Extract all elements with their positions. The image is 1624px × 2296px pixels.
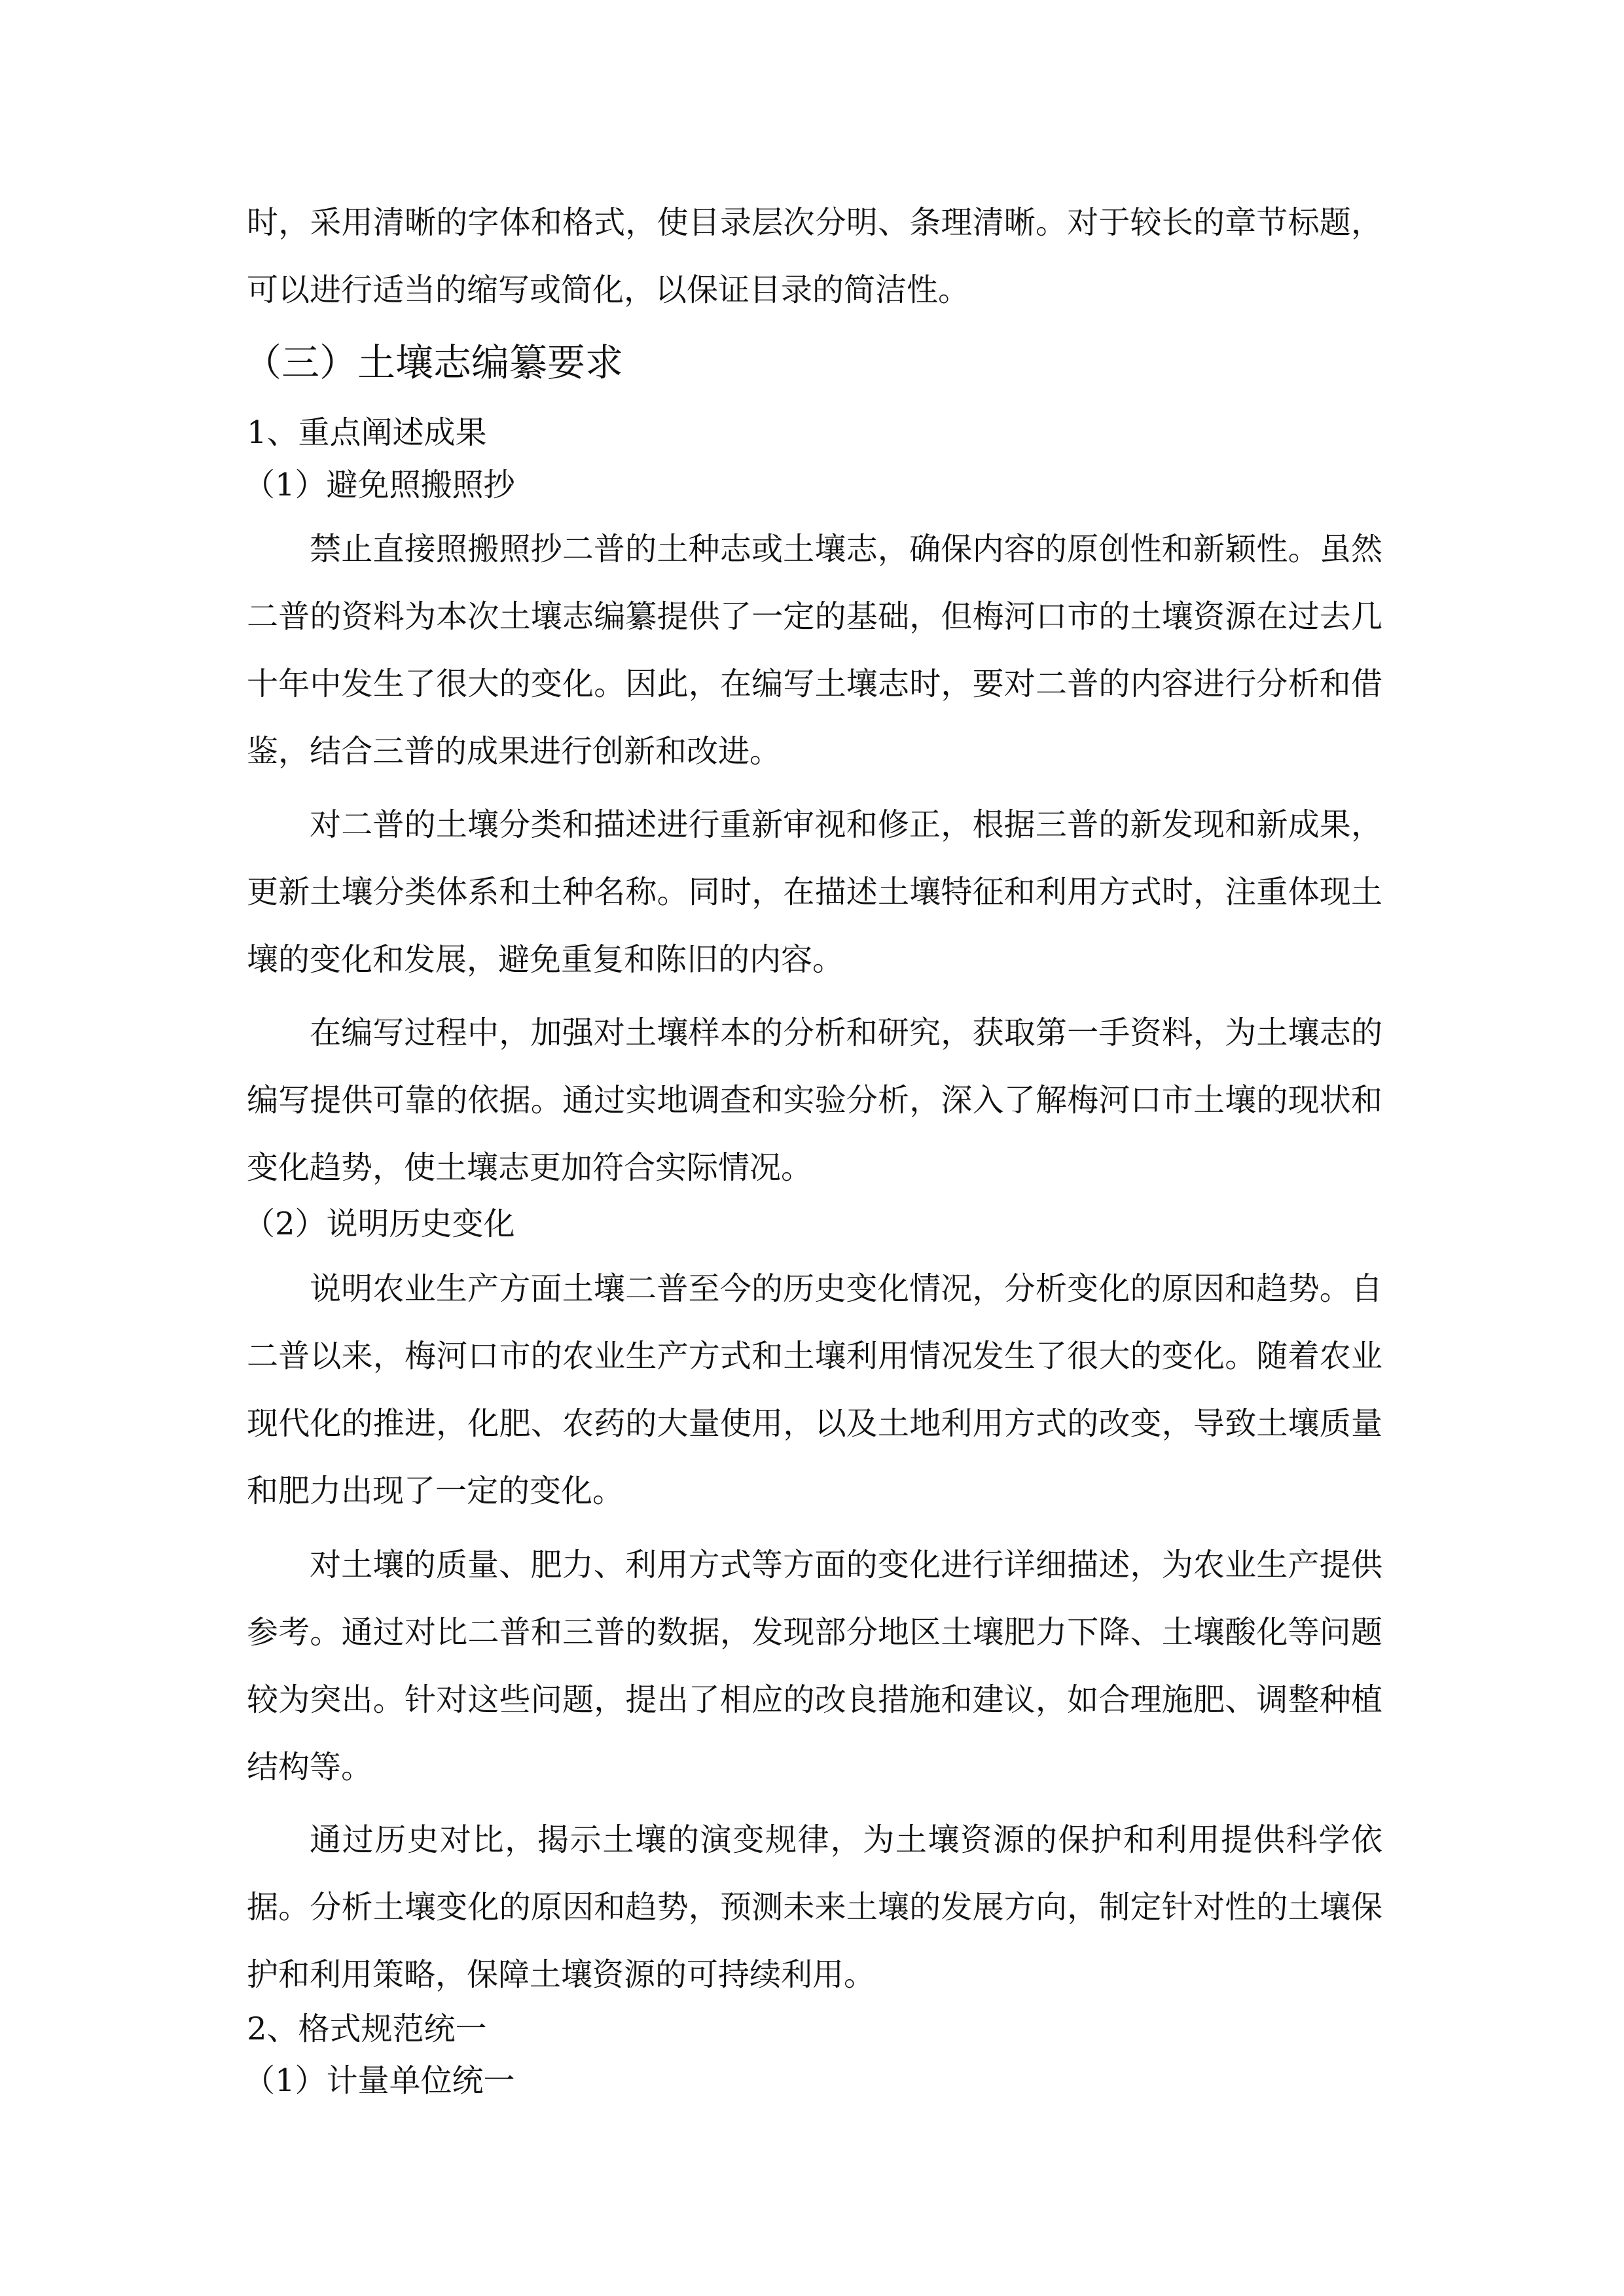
item1-heading: 1、重点阐述成果 xyxy=(247,414,487,451)
sub2-paragraph-2: 对土壤的质量、肥力、利用方式等方面的变化进行详细描述，为农业生产提供参考。通过对比二普和三普的数据，发现部分地区土壤肥力下降、土壤酸化等问题较为突出。针对这些问题，提出了相应的改良措施和建议，如合理施肥、调整种植结构等。 xyxy=(247,1547,1382,1785)
sub1-paragraph-2: 对二普的土壤分类和描述进行重新审视和修正，根据三普的新发现和新成果，更新土壤分类体系和土种名称。同时，在描述土壤特征和利用方式时，注重体现土壤的变化和发展，避免重复和陈旧的内容。 xyxy=(247,806,1382,978)
continuation-paragraph: 时，采用清晰的字体和格式，使目录层次分明、条理清晰。对于较长的章节标题，可以进行适当的缩写或简化，以保证目录的简洁性。 xyxy=(247,204,1382,308)
sub3-heading: （1）计量单位统一 xyxy=(244,2062,515,2099)
sub1-paragraph-1: 禁止直接照搬照抄二普的土种志或土壤志，确保内容的原创性和新颖性。虽然二普的资料为本次土壤志编纂提供了一定的基础，但梅河口市的土壤资源在过去几十年中发生了很大的变化。因此，在编写土壤志时，要对二普的内容进行分析和借鉴，结合三普的成果进行创新和改进。 xyxy=(247,531,1382,770)
sub2-heading: （2）说明历史变化 xyxy=(244,1206,515,1242)
sub2-paragraph-1: 说明农业生产方面土壤二普至今的历史变化情况，分析变化的原因和趋势。自二普以来，梅河口市的农业生产方式和土壤利用情况发生了很大的变化。随着农业现代化的推进，化肥、农药的大量使用，以及土地利用方式的改变，导致土壤质量和肥力出现了一定的变化。 xyxy=(247,1270,1382,1509)
sub2-paragraph-3: 通过历史对比，揭示土壤的演变规律，为土壤资源的保护和利用提供科学依据。分析土壤变化的原因和趋势，预测未来土壤的发展方向，制定针对性的土壤保护和利用策略，保障土壤资源的可持续利用。 xyxy=(247,1821,1382,1993)
item2-heading: 2、格式规范统一 xyxy=(247,2011,487,2047)
sub1-heading: （1）避免照搬照抄 xyxy=(244,467,515,503)
section-heading: （三）土壤志编纂要求 xyxy=(244,340,624,385)
sub1-paragraph-3: 在编写过程中，加强对土壤样本的分析和研究，获取第一手资料，为土壤志的编写提供可靠的依据。通过实地调查和实验分析，深入了解梅河口市土壤的现状和变化趋势，使土壤志更加符合实际情况。 xyxy=(247,1014,1382,1186)
